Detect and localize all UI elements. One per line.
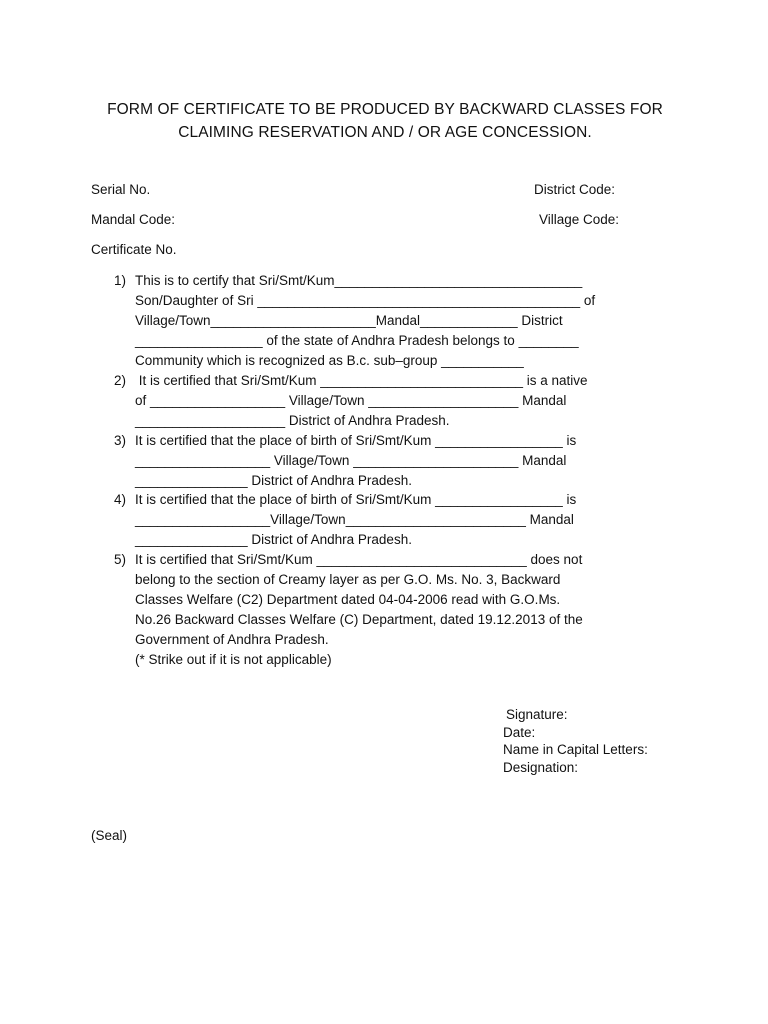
- item-4-line: __________________Village/Town________________________ Mandal: [135, 512, 574, 527]
- item-3-line: __________________ Village/Town ______________________ Mandal: [135, 453, 567, 468]
- designation-label: Designation:: [503, 759, 579, 775]
- item-4-text: [135, 490, 576, 550]
- item-5-line: Government of Andhra Pradesh.: [135, 632, 329, 647]
- item-1-line: This is to certify that Sri/Smt/Kum_________________________________: [135, 273, 583, 288]
- village-code-label: Village Code:: [539, 212, 620, 227]
- item-5-line: (* Strike out if it is not applicable): [135, 652, 332, 667]
- item-2-text: [135, 371, 588, 431]
- item-4-line: _______________ District of Andhra Pradesh.: [135, 532, 412, 547]
- item-5-line: Classes Welfare (C2) Department dated 04-04-2006 read with G.O.Ms.: [135, 592, 561, 607]
- mandal-code-label: Mandal Code:: [91, 212, 176, 227]
- item-4-line: It is certified that the place of birth of Sri/Smt/Kum _________________ is: [135, 492, 577, 507]
- item-1-text: [135, 271, 595, 371]
- seal-label: (Seal): [91, 828, 128, 843]
- date-label: Date:: [503, 724, 536, 740]
- item-3-number: 3): [114, 433, 127, 448]
- signature-block: [503, 706, 648, 776]
- signature-label: Signature:: [506, 707, 568, 722]
- item-3-text: [135, 431, 576, 491]
- name-capital-letters-label: Name in Capital Letters:: [503, 742, 648, 757]
- item-1-line: Village/Town______________________Mandal_____________ District: [135, 313, 563, 328]
- certificate-no-label: Certificate No.: [91, 242, 177, 257]
- item-3-line: It is certified that the place of birth of Sri/Smt/Kum _________________ is: [135, 433, 577, 448]
- item-1-line: Community which is recognized as B.c. sub–group ___________: [135, 353, 524, 368]
- item-1-line: Son/Daughter of Sri ___________________________________________ of: [135, 293, 596, 308]
- form-title: [60, 98, 710, 144]
- item-2-line: It is certified that Sri/Smt/Kum ___________________________ is a native: [135, 373, 588, 388]
- item-5-line: It is certified that Sri/Smt/Kum ____________________________ does not: [135, 552, 583, 567]
- item-1-line: _________________ of the state of Andhra Pradesh belongs to ________: [135, 333, 579, 348]
- district-code-label: District Code:: [534, 182, 616, 197]
- item-4-number: 4): [114, 492, 127, 507]
- form-title-line-1: FORM OF CERTIFICATE TO BE PRODUCED BY BACKWARD CLASSES FOR: [107, 101, 663, 118]
- item-5-text: [135, 550, 583, 670]
- item-5-line: No.26 Backward Classes Welfare (C) Department, dated 19.12.2013 of the: [135, 612, 583, 627]
- item-2-line: ____________________ District of Andhra Pradesh.: [135, 413, 450, 428]
- item-2-line: of __________________ Village/Town ____________________ Mandal: [135, 393, 567, 408]
- item-1-number: 1): [114, 273, 127, 288]
- serial-no-label: Serial No.: [91, 182, 151, 197]
- item-5-number: 5): [114, 552, 127, 567]
- form-title-line-2: CLAIMING RESERVATION AND / OR AGE CONCESSION.: [178, 124, 592, 141]
- item-2-number: 2): [114, 373, 127, 388]
- item-5-line: belong to the section of Creamy layer as per G.O. Ms. No. 3, Backward: [135, 572, 561, 587]
- item-3-line: _______________ District of Andhra Pradesh.: [135, 473, 412, 488]
